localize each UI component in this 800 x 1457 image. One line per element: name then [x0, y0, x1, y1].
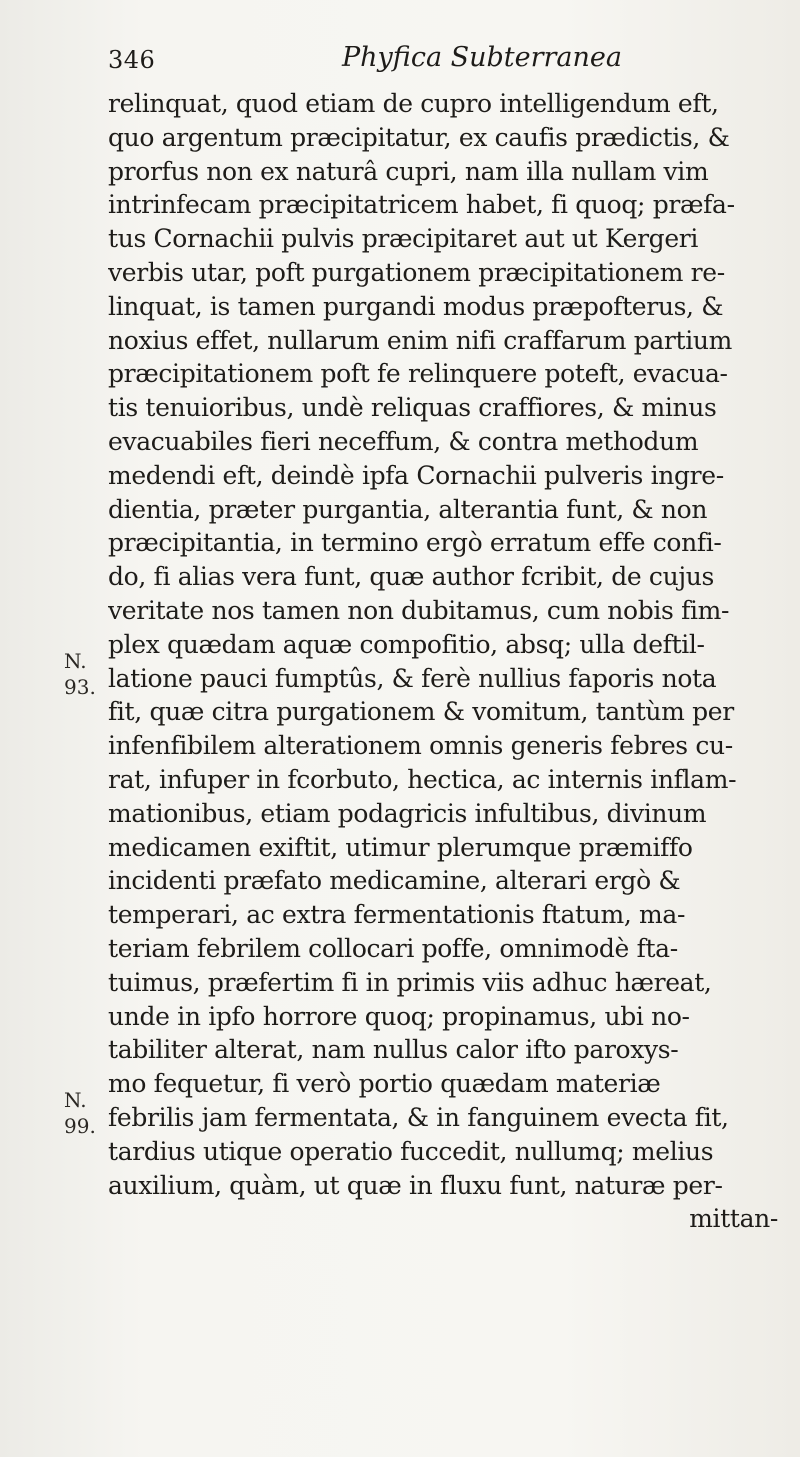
page-number: 346	[108, 46, 156, 74]
text-line: unde in ipfo horrore quoq; propinamus, ubi no-	[108, 1001, 690, 1031]
text-line: temperari, ac extra fermentationis ftatum, ma-	[108, 900, 686, 930]
text-line: medicamen exiftit, utimur plerumque præmiffo	[108, 832, 693, 862]
text-line: relinquat, quod etiam de cupro intelligendum eft,	[108, 89, 719, 118]
text-line: tuimus, præfertim fi in primis viis adhuc hæreat,	[108, 967, 712, 997]
text-line: febrilis jam fermentata, & in fanguinem evecta fit,	[108, 1102, 729, 1132]
text-line: tabiliter alterat, nam nullus calor ifto paroxys-	[108, 1035, 679, 1065]
text-line: latione pauci fumptûs, & ferè nullius faporis nota	[108, 663, 717, 693]
text-line: do, fi alias vera funt, quæ author fcribit, de cujus	[108, 562, 714, 592]
running-title: Phyfica Subterranea	[342, 42, 622, 73]
margin-note-ref: 99.	[64, 1114, 96, 1138]
text-line: tus Cornachii pulvis præcipitaret aut ut Kergeri	[108, 224, 699, 254]
text-line: teriam febrilem collocari poffe, omnimodè fta-	[108, 933, 678, 963]
text-line: auxilium, quàm, ut quæ in fluxu funt, naturæ per-	[108, 1170, 723, 1200]
text-line: tis tenuioribus, undè reliquas craffiores, & minus	[108, 393, 717, 423]
text-line: plex quædam aquæ compofitio, absq; ulla deftil-	[108, 629, 705, 659]
text-line: præcipitationem poft fe relinquere poteft, evacua-	[108, 359, 728, 389]
text-line: prorfus non ex naturâ cupri, nam illa nullam vim	[108, 156, 709, 186]
text-line: quo argentum præcipitatur, ex caufis prædictis, &	[108, 122, 730, 152]
text-line: intrinfecam præcipitatricem habet, fi quoq; præfa-	[108, 190, 735, 220]
text-line: medendi eft, deindè ipfa Cornachii pulveris ingre-	[108, 460, 724, 490]
margin-note-label: N.	[64, 1088, 87, 1112]
text-line: infenfibilem alterationem omnis generis febres cu-	[108, 731, 733, 761]
text-line: veritate nos tamen non dubitamus, cum nobis fim-	[108, 595, 730, 625]
text-line: fit, quæ citra purgationem & vomitum, tantùm per	[108, 697, 734, 727]
text-line: noxius effet, nullarum enim nifi craffarum partium	[108, 325, 732, 355]
page-header	[108, 38, 768, 78]
text-line: dientia, præter purgantia, alterantia funt, & non	[108, 494, 708, 524]
text-line: rat, infuper in fcorbuto, hectica, ac internis inflam-	[108, 764, 737, 794]
text-line: incidenti præfato medicamine, alterari ergò &	[108, 866, 681, 896]
body-text	[108, 87, 780, 1236]
catchword: mittan-	[689, 1204, 778, 1234]
text-line: præcipitantia, in termino ergò erratum effe confi-	[108, 528, 722, 558]
text-line: tardius utique operatio fuccedit, nullumq; melius	[108, 1136, 714, 1166]
text-line: evacuabiles fieri neceffum, & contra methodum	[108, 426, 699, 456]
margin-note	[64, 648, 96, 700]
text-line: verbis utar, poft purgationem præcipitationem re-	[108, 257, 725, 287]
text-line: mationibus, etiam podagricis infultibus, divinum	[108, 798, 707, 828]
margin-note	[64, 1087, 96, 1139]
margin-note-label: N.	[64, 649, 87, 673]
text-line: linquat, is tamen purgandi modus præpofterus, &	[108, 291, 724, 321]
text-line: mo fequetur, fi verò portio quædam materiæ	[108, 1069, 661, 1099]
margin-note-ref: 93.	[64, 675, 96, 699]
